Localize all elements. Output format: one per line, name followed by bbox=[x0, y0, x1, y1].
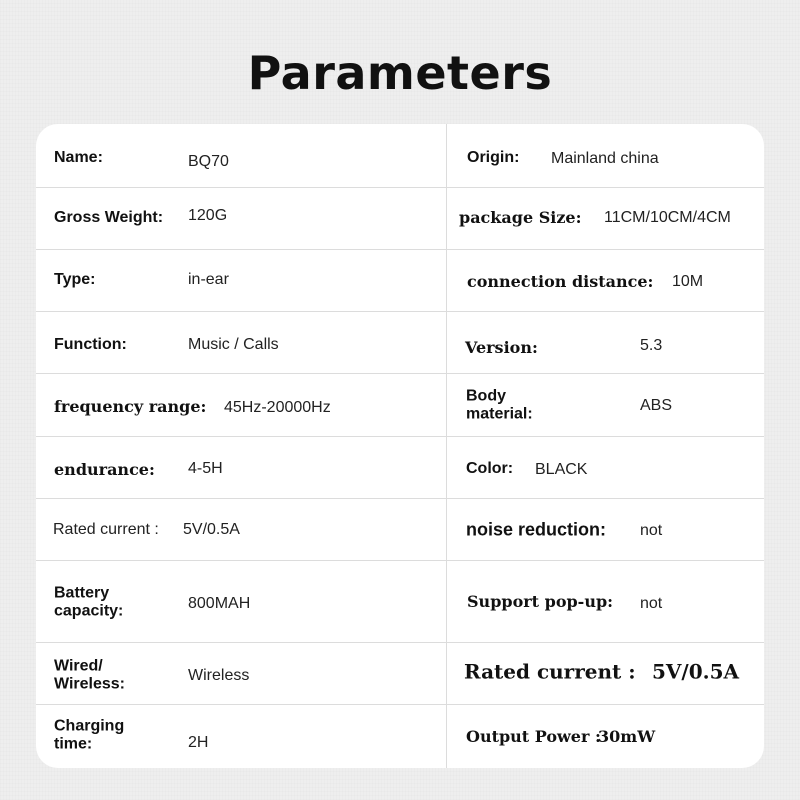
param-battery-capacity bbox=[36, 560, 446, 642]
param-gross-weight bbox=[36, 187, 446, 249]
param-version bbox=[447, 311, 764, 373]
param-value: 5V/0.5A bbox=[183, 520, 240, 538]
param-body-material bbox=[447, 373, 764, 436]
param-label: Color: bbox=[466, 459, 514, 477]
param-label: endurance: bbox=[54, 459, 155, 479]
param-value: 4-5H bbox=[188, 459, 223, 477]
param-label: connection distance: bbox=[467, 271, 654, 291]
param-wired-wireless bbox=[36, 642, 446, 704]
param-value: 11CM/10CM/4CM bbox=[604, 208, 731, 226]
param-value: 10M bbox=[672, 272, 704, 290]
param-label: noise reduction: bbox=[466, 519, 607, 540]
param-value: 2H bbox=[188, 733, 209, 751]
param-label: package Size: bbox=[459, 207, 582, 227]
param-label: Origin: bbox=[467, 148, 520, 166]
param-function bbox=[36, 311, 446, 373]
param-value: 5.3 bbox=[640, 336, 663, 354]
param-value: BQ70 bbox=[188, 152, 229, 170]
param-label: Wired/ Wireless: bbox=[54, 657, 125, 693]
param-value: in-ear bbox=[188, 270, 229, 288]
param-value: BLACK bbox=[535, 460, 588, 478]
param-value: 45Hz-20000Hz bbox=[224, 398, 331, 416]
param-label: Charging time: bbox=[54, 717, 125, 753]
param-value: ABS bbox=[640, 396, 673, 414]
param-label: frequency range: bbox=[54, 396, 207, 416]
param-label: Type: bbox=[54, 270, 96, 288]
page-title: Parameters bbox=[247, 46, 553, 100]
param-rated-current bbox=[36, 498, 446, 560]
param-label: Gross Weight: bbox=[54, 208, 164, 226]
param-value: 120G bbox=[188, 206, 228, 224]
param-label: Battery capacity: bbox=[54, 584, 124, 620]
param-charging-time bbox=[36, 704, 446, 768]
param-value: 800MAH bbox=[188, 594, 251, 612]
param-name bbox=[36, 124, 446, 187]
param-value: Mainland china bbox=[551, 149, 659, 167]
param-endurance bbox=[36, 436, 446, 498]
param-label: Name: bbox=[54, 148, 103, 166]
param-connection-distance bbox=[447, 249, 764, 311]
parameters-table bbox=[36, 124, 764, 768]
param-label: Support pop-up: bbox=[467, 591, 614, 611]
param-label: Function: bbox=[54, 335, 127, 353]
param-color bbox=[447, 436, 764, 498]
param-support-popup bbox=[447, 560, 764, 642]
param-rated-current-2 bbox=[447, 642, 764, 704]
param-output-power bbox=[447, 704, 764, 768]
param-label: Version: bbox=[465, 337, 538, 357]
param-noise-reduction bbox=[447, 498, 764, 560]
param-value: 5V/0.5A bbox=[652, 659, 740, 684]
param-value: Music / Calls bbox=[188, 335, 279, 353]
param-value: Wireless bbox=[188, 666, 250, 684]
param-type bbox=[36, 249, 446, 311]
param-label: Rated current : bbox=[53, 520, 159, 538]
param-package-size bbox=[447, 187, 764, 249]
param-value: not bbox=[640, 521, 663, 539]
param-value: 30mW bbox=[598, 726, 656, 746]
param-label: Output Power : bbox=[466, 726, 601, 746]
param-value: not bbox=[640, 594, 663, 612]
param-origin bbox=[447, 124, 764, 187]
param-label: Rated current : bbox=[464, 659, 636, 684]
param-label: Body material: bbox=[466, 387, 533, 423]
param-frequency-range bbox=[36, 373, 446, 436]
